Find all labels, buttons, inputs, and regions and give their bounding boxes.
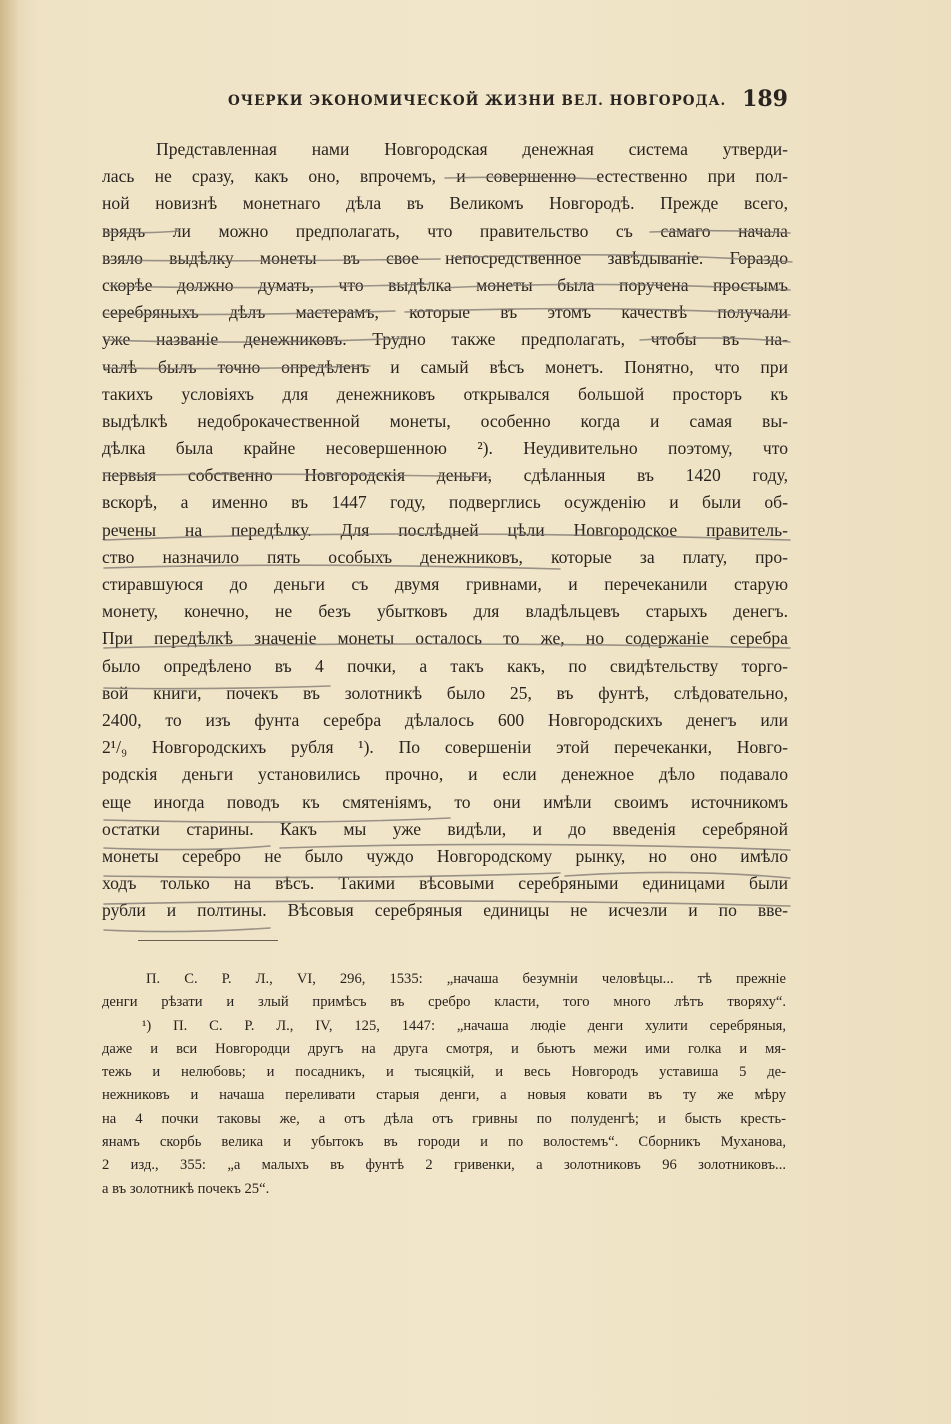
footnote-line: П. С. Р. Л., VI, 296, 1535: „начаша безумніи человѣцы... тѣ прежніе (146, 971, 786, 987)
footnote-line: денги рѣзати и злый примѣсъ въ сребро класти, того много лѣтъ творяху“. (102, 994, 786, 1011)
text-line: было опредѣлено въ 4 почки, а такъ какъ, по свидѣтельству торго- (102, 655, 788, 676)
text-line: стиравшуюся до деньги съ двумя гривнами, и перечеканили старую (102, 574, 788, 594)
text-line: речены на передѣлку. Для послѣдней цѣли Новгородское правитель- (102, 519, 788, 540)
main-text (102, 136, 788, 924)
running-title: ОЧЕРКИ ЭКОНОМИЧЕСКОЙ ЖИЗНИ ВЕЛ. НОВГОРОДА. (228, 93, 727, 109)
text-line: серебряныхъ дѣлъ мастерамъ, которые въ этомъ качествѣ получали (102, 302, 788, 323)
footnote-line: 2 изд., 355: „а малыхъ въ фунтѣ 2 гривенки, а золотниковъ 96 золотниковъ... (102, 1157, 786, 1174)
text-line: монеты серебро не было чуждо Новгородскому рынку, но оно имѣло (102, 845, 788, 866)
page-header (100, 86, 790, 116)
text-line: скорѣе должно думать, что выдѣлка монеты была поручена простымъ (102, 274, 788, 295)
text-line: ходъ только на вѣсъ. Такими вѣсовыми серебряными единицами были (102, 873, 788, 894)
footnote-line: тежь и нелюбовь; и посадникъ, и тысяцкій, и весь Новгородъ уставиша 5 де- (102, 1064, 786, 1081)
footnote-separator (138, 940, 278, 941)
text-line: монету, конечно, не безъ убытковъ для владѣльцевъ старыхъ денегъ. (102, 601, 788, 622)
footnote-line: даже и вси Новгородци другъ на друга смотря, и бьютъ межи ими голка и мя- (102, 1040, 786, 1057)
text-line: вой книги, почекъ въ золотникѣ было 25, въ фунтѣ, слѣдовательно, (102, 682, 788, 703)
text-line: такихъ условіяхъ для денежниковъ открывался большой просторъ къ (102, 383, 788, 404)
text-line: вскорѣ, а именно въ 1447 году, подверглись осужденію и были об- (102, 492, 788, 513)
text-line: остатки старины. Какъ мы уже видѣли, и до введенія серебряной (102, 818, 788, 839)
text-line: лась не сразу, какъ оно, впрочемъ, и совершенно естественно при пол- (102, 166, 788, 187)
text-line: уже названіе денежниковъ. Трудно также предполагать, чтобы въ на- (102, 329, 788, 350)
text-line: 2400, то изъ фунта серебра дѣлалось 600 Новгородскихъ денегъ или (102, 709, 788, 730)
text-line: дѣлка была крайне несовершенною ²). Неудивительно поэтому, что (102, 438, 788, 459)
text-line: выдѣлкѣ недоброкачественной монеты, особенно когда и самая вы- (102, 410, 788, 431)
text-line: врядъ ли можно предполагать, что правительство съ самаго начала (102, 220, 788, 241)
page-number: 189 (742, 86, 788, 112)
text-line: родскія деньги установились прочно, и если денежное дѣло подавало (102, 764, 788, 785)
text-line: ной новизнѣ монетнаго дѣла въ Великомъ Новгородѣ. Прежде всего, (102, 193, 788, 214)
footnote-line: на 4 почки таковы же, а отъ дѣла отъ гривны по полуденгѣ; и бысть кресть- (102, 1110, 786, 1127)
footnote-line: а въ золотникѣ почекъ 25“. (102, 1180, 270, 1197)
footnote-line: нежниковъ и начаша переливати старыя денги, а новыя ковати въ ту же мѣру (102, 1087, 786, 1104)
text-line: чалѣ былъ точно опредѣленъ и самый вѣсъ монетъ. Понятно, что при (102, 356, 788, 377)
footnote-line: ¹) П. С. Р. Л., IV, 125, 1447: „начаша людіе денги хулити серебряныя, (142, 1017, 786, 1034)
text-line: еще иногда поводъ къ смятеніямъ, то они имѣли своимъ источникомъ (102, 791, 788, 812)
footnote-line: янамъ скорбь велика и убытокъ въ городи и по волостемъ“. Сборникъ Муханова, (102, 1134, 786, 1151)
book-binding-edge (0, 0, 18, 1424)
text-line: рубли и полтины. Вѣсовыя серебряныя единицы не исчезли и по вве- (102, 900, 788, 921)
footnotes (102, 968, 786, 1201)
text-line: 2¹/₉ Новгородскихъ рубля ¹). По совершеніи этой перечеканки, Новго- (102, 737, 788, 758)
text-line: Представленная нами Новгородская денежная система утверди- (156, 139, 788, 159)
text-line: При передѣлкѣ значеніе монеты осталось то же, но содержаніе серебра (102, 628, 788, 649)
text-line: первыя собственно Новгородскія деньги, сдѣланныя въ 1420 году, (102, 465, 788, 486)
pencil-underline (104, 928, 270, 932)
text-line: ство назначило пять особыхъ денежниковъ, которые за плату, про- (102, 546, 788, 567)
text-line: взяло выдѣлку монеты въ свое непосредственное завѣдываніе. Гораздо (102, 247, 788, 268)
